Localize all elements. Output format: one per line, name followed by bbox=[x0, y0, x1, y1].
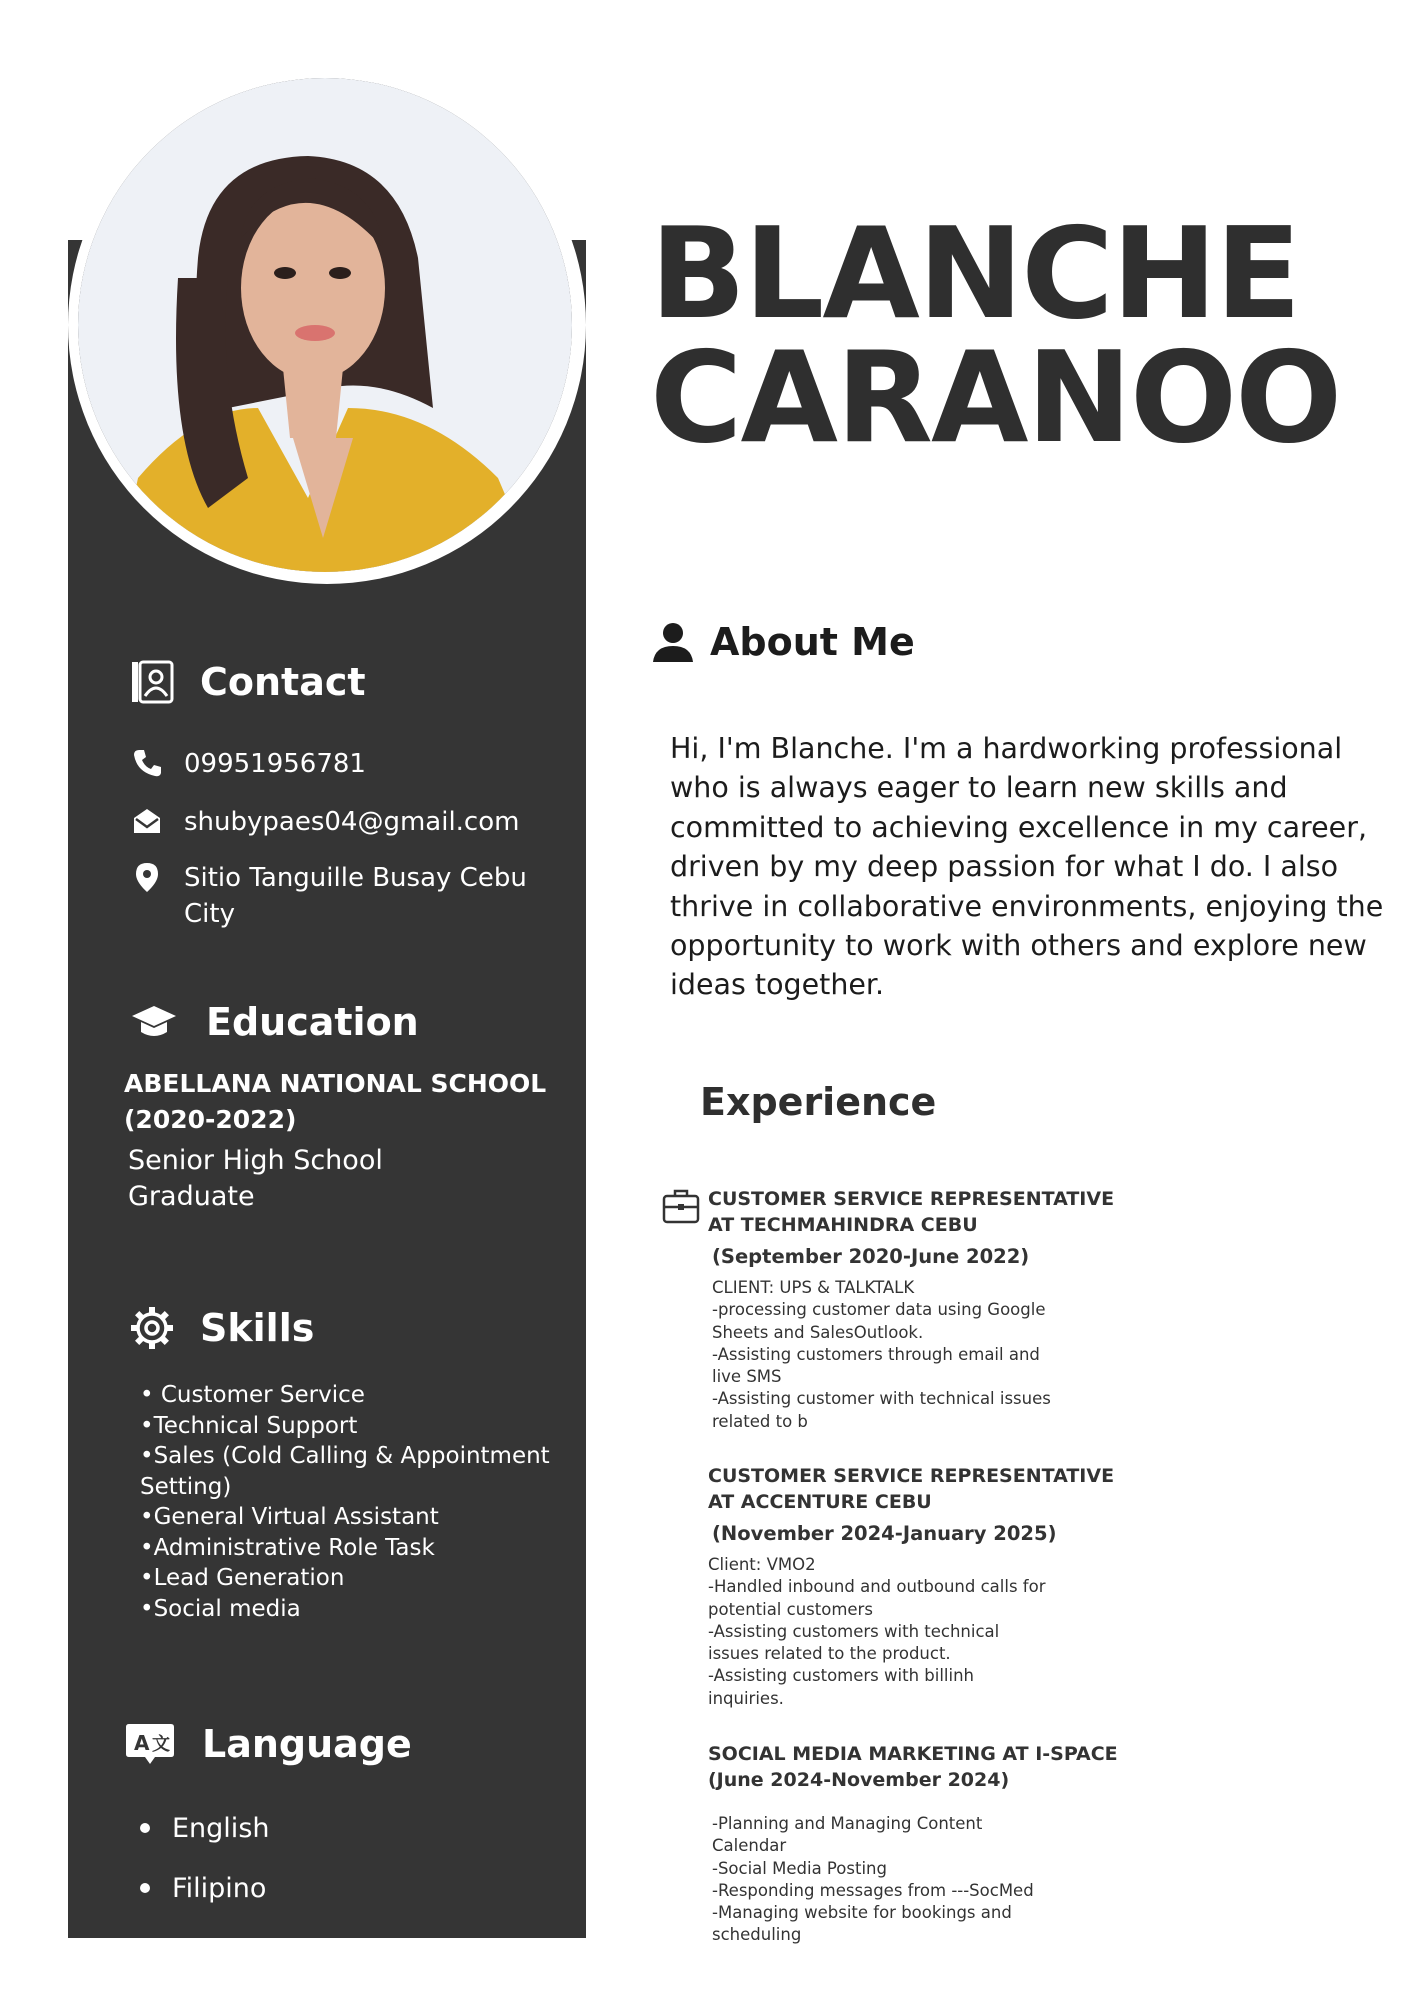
skill-item: •Social media bbox=[140, 1595, 301, 1622]
skill-item: •Administrative Role Task bbox=[140, 1534, 435, 1561]
language-item bbox=[140, 1798, 270, 1858]
gear-icon bbox=[130, 1306, 174, 1350]
candidate-name bbox=[650, 200, 1341, 471]
job-detail: -Assisting customer with technical issues related to b bbox=[712, 1389, 1051, 1431]
skills-heading-text: Skills bbox=[200, 1306, 315, 1350]
bullet-dot bbox=[140, 1823, 150, 1833]
job-detail: -Planning and Managing Content Calendar bbox=[712, 1814, 983, 1856]
contact-book-icon bbox=[130, 660, 174, 704]
name-first: BLANCHE bbox=[650, 200, 1300, 347]
job-detail: Client: VMO2 bbox=[708, 1555, 816, 1574]
job-title: SOCIAL MEDIA MARKETING AT I-SPACE (June 2024-November 2024) bbox=[708, 1743, 1118, 1791]
job-detail: -Assisting customers through email and live SMS bbox=[712, 1344, 1040, 1387]
education-degree: Senior High School Graduate bbox=[128, 1145, 383, 1212]
contact-heading bbox=[130, 660, 366, 704]
job-description bbox=[708, 1554, 1048, 1710]
education-heading bbox=[128, 1000, 419, 1044]
address-text: Sitio Tanguille Busay Cebu City bbox=[184, 863, 527, 929]
language-item bbox=[140, 1858, 270, 1918]
skill-item: •Sales (Cold Calling & Appointment Setting) bbox=[140, 1443, 550, 1500]
translate-icon bbox=[124, 1722, 176, 1766]
skill-item: •Lead Generation bbox=[140, 1565, 345, 1591]
experience-heading: Experience bbox=[700, 1080, 937, 1124]
email-address[interactable]: shubypaes04@gmail.com bbox=[184, 807, 520, 837]
skill-item: •Technical Support bbox=[140, 1412, 358, 1439]
job-date: (November 2024-January 2025) bbox=[712, 1522, 1057, 1545]
svg-text:文: 文 bbox=[152, 1734, 170, 1755]
phone-number[interactable]: 09951956781 bbox=[184, 749, 366, 779]
job-date: (September 2020-June 2022) bbox=[712, 1245, 1030, 1268]
profile-photo bbox=[78, 78, 572, 572]
job-detail: -Handled inbound and outbound calls for potential customers bbox=[708, 1577, 1046, 1619]
about-text: Hi, I'm Blanche. I'm a hardworking professional who is always eager to learn new skills and committed to achieving excellence in my career, driven by my deep passion for what I do. I also thrive in collaborative environments, enjoying the opportunity to work with others and explore new ideas together. bbox=[670, 732, 1384, 1002]
education-heading-text: Education bbox=[206, 1000, 419, 1044]
job-detail: -Responding messages from ---SocMed bbox=[712, 1880, 1034, 1900]
contact-phone bbox=[132, 746, 552, 782]
job-description bbox=[712, 1813, 1052, 1947]
job-detail: CLIENT: UPS & TALKTALK bbox=[712, 1278, 915, 1297]
person-icon bbox=[652, 621, 694, 663]
job-detail: -Social Media Posting bbox=[712, 1858, 887, 1878]
language-heading bbox=[124, 1722, 412, 1766]
about-heading bbox=[652, 620, 915, 664]
location-pin-icon bbox=[132, 862, 162, 892]
job-detail: -Assisting customers with billinh inquiries. bbox=[708, 1666, 974, 1708]
job-title: CUSTOMER SERVICE REPRESENTATIVE AT ACCENTURE CEBU bbox=[708, 1465, 1115, 1513]
mail-icon bbox=[132, 806, 162, 836]
svg-text:A: A bbox=[134, 1731, 150, 1755]
language-heading-text: Language bbox=[202, 1722, 412, 1766]
name-last: CARANOO bbox=[650, 324, 1341, 471]
language-name: Filipino bbox=[172, 1872, 267, 1904]
skills-heading bbox=[130, 1306, 314, 1350]
education-school: ABELLANA NATIONAL SCHOOL (2020-2022) bbox=[124, 1069, 547, 1134]
skill-item: •General Virtual Assistant bbox=[140, 1504, 439, 1530]
language-list bbox=[140, 1798, 270, 1918]
bullet-dot bbox=[140, 1883, 150, 1893]
job-detail: -Assisting customers with technical issues related to the product. bbox=[708, 1621, 1000, 1664]
skills-list bbox=[140, 1380, 570, 1624]
about-heading-text: About Me bbox=[710, 620, 915, 664]
contact-email bbox=[132, 804, 552, 840]
skill-item: • Customer Service bbox=[140, 1382, 365, 1408]
job-detail: -Managing website for bookings and scheduling bbox=[712, 1903, 1012, 1945]
language-name: English bbox=[172, 1812, 270, 1844]
briefcase-icon bbox=[662, 1188, 700, 1224]
job-title: CUSTOMER SERVICE REPRESENTATIVE AT TECHMAHINDRA CEBU bbox=[708, 1188, 1115, 1236]
contact-heading-text: Contact bbox=[200, 660, 366, 704]
job-description bbox=[712, 1277, 1052, 1433]
phone-icon bbox=[132, 748, 162, 778]
graduation-cap-icon bbox=[128, 1000, 180, 1044]
job-detail: -processing customer data using Google Sheets and SalesOutlook. bbox=[712, 1300, 1046, 1342]
contact-address bbox=[132, 860, 552, 932]
